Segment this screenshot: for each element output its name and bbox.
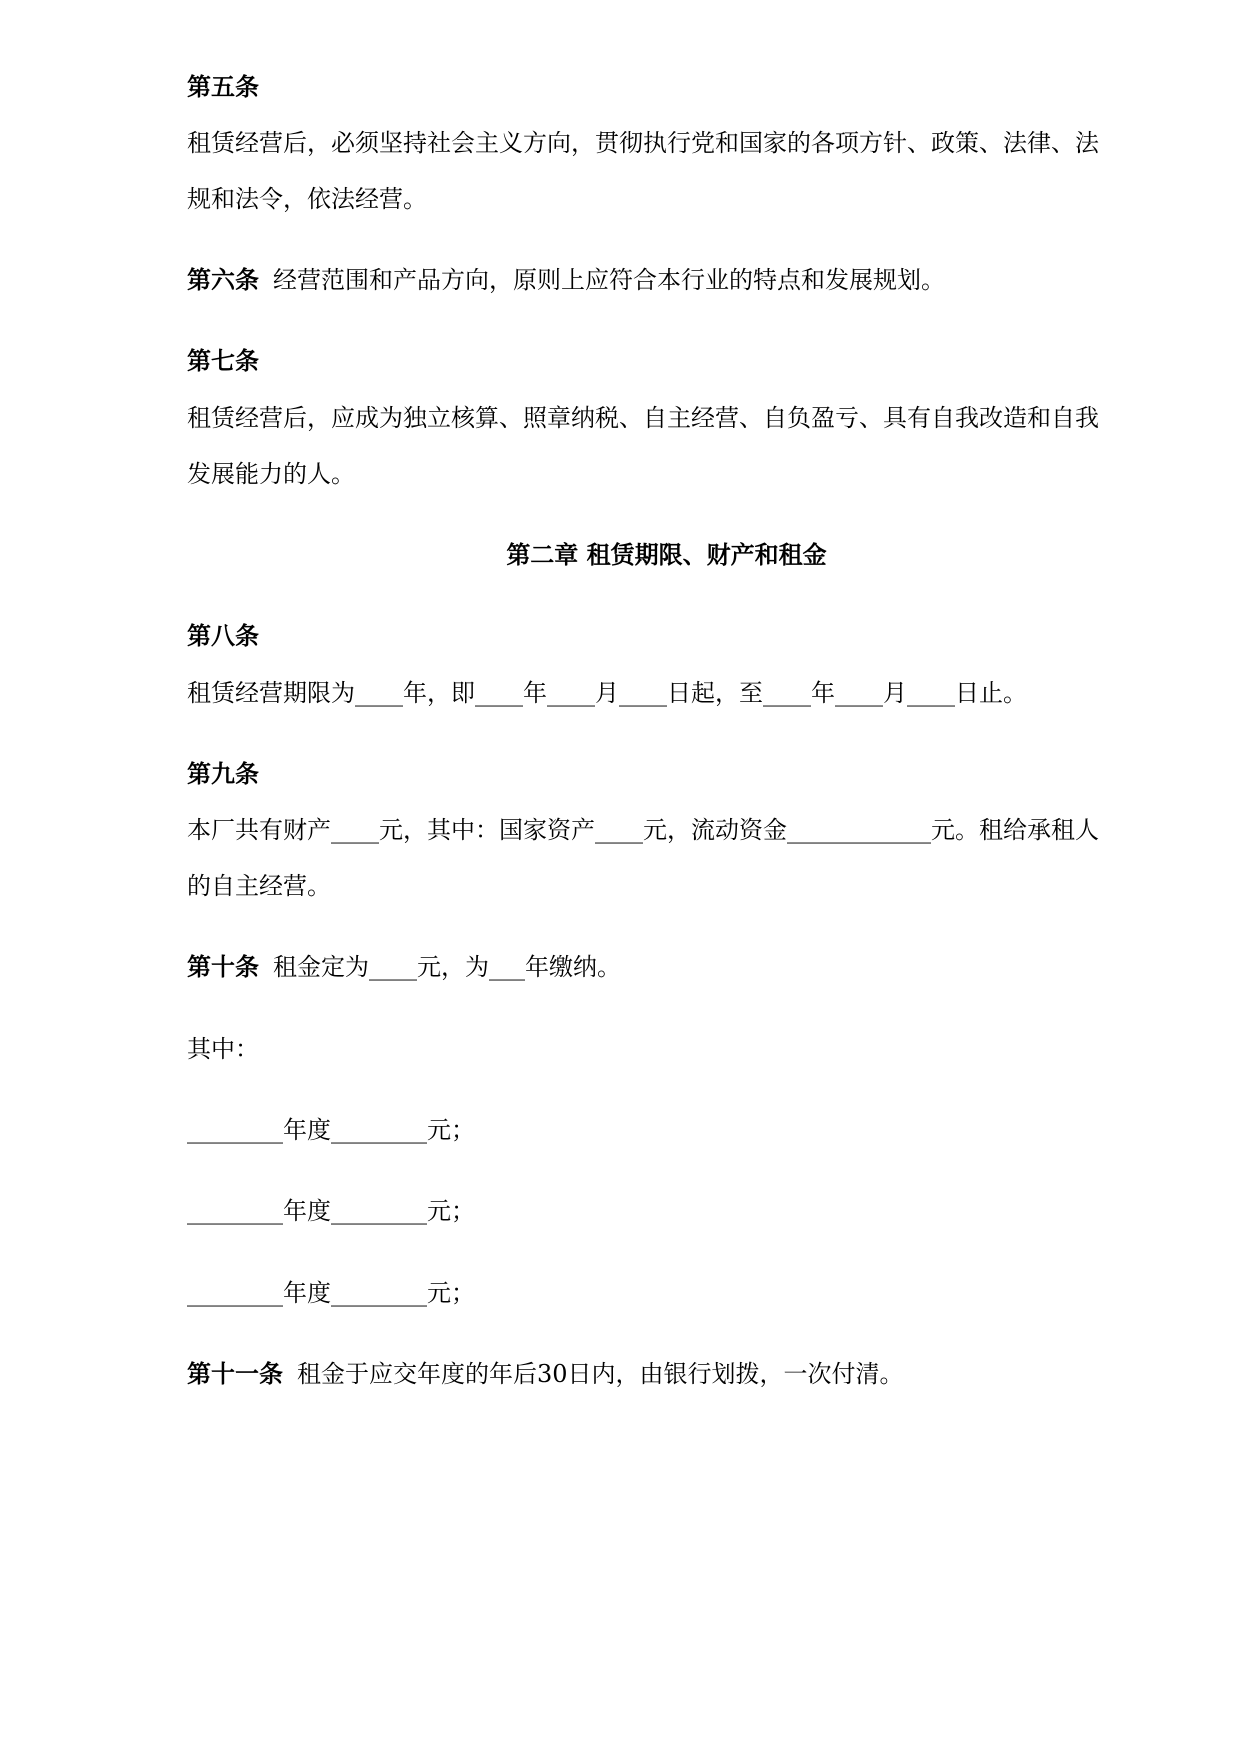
- article-9-line-2: 的自主经营。: [187, 872, 331, 900]
- chapter-2-heading: 第二章 租赁期限、财产和租金: [506, 540, 827, 569]
- year-payment-line: ________年度________元；: [187, 1116, 475, 1144]
- article-9-line-1: 本厂共有财产____元，其中：国家资产____元，流动资金____________元。租给承租人: [187, 816, 1099, 844]
- article-6-title: 第六条: [187, 265, 259, 294]
- year-payment-line: ________年度________元；: [187, 1197, 475, 1225]
- article-10: [187, 952, 621, 982]
- article-10-title: 第十条: [187, 952, 259, 981]
- article-5-line-2: 规和法令，依法经营。: [187, 185, 427, 213]
- article-8-line-1: 租赁经营期限为____年，即____年____月____日起，至____年____月____日止。: [187, 679, 1027, 707]
- year-payment-line: ________年度________元；: [187, 1279, 475, 1307]
- article-11: [187, 1359, 904, 1389]
- article-11-title: 第十一条: [187, 1359, 283, 1388]
- article-8-title: 第八条: [187, 621, 259, 650]
- article-6-text: 经营范围和产品方向，原则上应符合本行业的特点和发展规划。: [273, 266, 945, 294]
- article-7-line-1: 租赁经营后，应成为独立核算、照章纳税、自主经营、自负盈亏、具有自我改造和自我: [187, 404, 1099, 432]
- article-11-text: 租金于应交年度的年后30日内，由银行划拨，一次付清。: [297, 1360, 904, 1388]
- among-them-label: 其中：: [187, 1035, 259, 1063]
- article-5-line-1: 租赁经营后，必须坚持社会主义方向，贯彻执行党和国家的各项方针、政策、法律、法: [187, 129, 1099, 157]
- article-10-text: 租金定为____元，为___年缴纳。: [273, 953, 621, 981]
- article-7-line-2: 发展能力的人。: [187, 460, 355, 488]
- article-7-title: 第七条: [187, 346, 259, 375]
- article-5-title: 第五条: [187, 72, 259, 101]
- article-6: [187, 265, 945, 295]
- article-9-title: 第九条: [187, 759, 259, 788]
